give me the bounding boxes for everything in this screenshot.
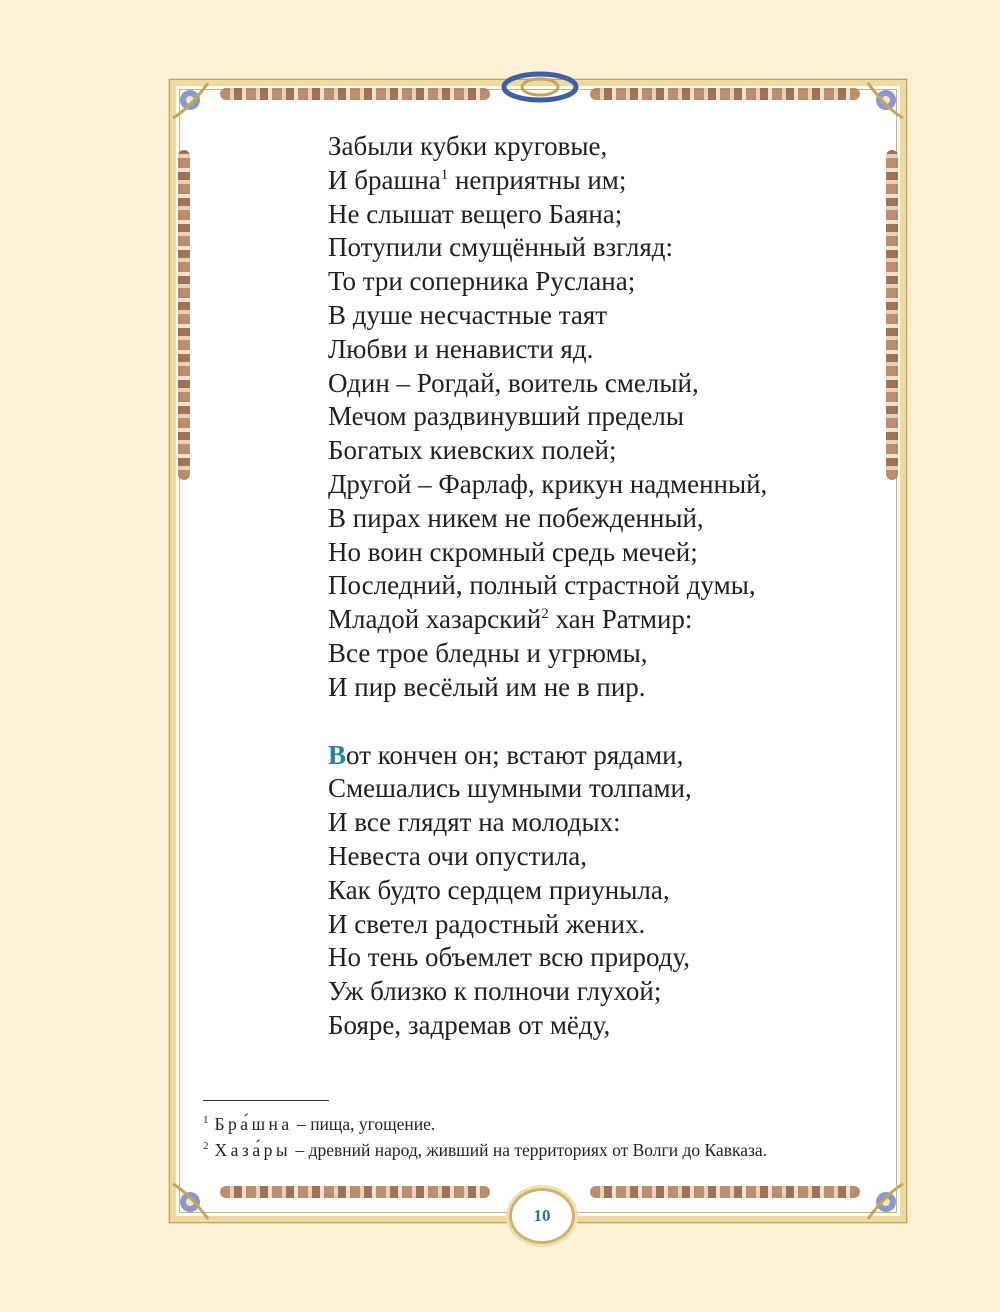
chain-border-bottom-right xyxy=(590,1186,860,1198)
chain-border-top-right xyxy=(590,88,860,100)
poem-line: Все трое бледны и угрюмы, xyxy=(328,637,648,668)
poem-line: Любви и ненависти яд. xyxy=(328,333,594,364)
poem-line: То три соперника Руслана; xyxy=(328,266,636,297)
corner-flower-icon xyxy=(168,1164,228,1224)
chain-border-bottom-left xyxy=(220,1186,490,1198)
poem-line: Бояре, задремав от мёду, xyxy=(328,1009,611,1040)
stanza-2 xyxy=(328,739,888,1043)
poem-text xyxy=(328,130,888,1077)
stanza-1 xyxy=(328,130,888,705)
poem-line: Невеста очи опустила, xyxy=(328,840,588,871)
page-number: 10 xyxy=(533,1206,551,1225)
poem-line: Уж близко к полночи глухой; xyxy=(328,976,662,1007)
chain-border-left xyxy=(178,150,190,480)
poem-line: И пир весёлый им не в пир. xyxy=(328,671,646,702)
footnotes xyxy=(203,1107,767,1159)
poem-line: Один – Рогдай, воитель смелый, xyxy=(328,367,699,398)
poem-line: Младой хазарский$^2$ хан Ратмир: xyxy=(328,604,693,635)
poem-line: Не слышат вещего Баяна; xyxy=(328,198,623,229)
page-number-badge xyxy=(509,1188,575,1244)
poem-line: И светел радостный жених. xyxy=(328,908,646,939)
poem-line: Но тень объемлет всю природу, xyxy=(328,942,691,973)
footnote: $^2$ Хаза́ры – древний народ, живший на территориях от Волги до Кавказа. xyxy=(203,1140,768,1160)
poem-line: Как будто сердцем приуныла, xyxy=(328,874,670,905)
poem-line: Потупили смущённый взгляд: xyxy=(328,232,673,263)
poem-line: В пирах никем не побежденный, xyxy=(328,502,704,533)
poem-line: Забыли кубки круговые, xyxy=(328,131,608,161)
chain-border-top-left xyxy=(220,88,490,100)
poem-line: Но воин скромный средь мечей; xyxy=(328,536,698,567)
poem-line: Последний, полный страстной думы, xyxy=(328,570,756,601)
poem-line: Вот кончен он; встают рядами, xyxy=(328,739,684,770)
poem-line: В душе несчастные таят xyxy=(328,299,608,330)
drop-cap: В xyxy=(328,739,347,770)
poem-line: И брашна$^1$ неприятны им; xyxy=(328,164,627,195)
poem-line: Мечом раздвинувший пределы xyxy=(328,401,685,432)
poem-line: Богатых киевских полей; xyxy=(328,435,617,466)
footnote: $^1$ Бра́шна – пища, угощение. xyxy=(203,1114,436,1134)
poem-line: И все глядят на молодых: xyxy=(328,807,621,838)
footnote-rule xyxy=(203,1100,329,1101)
corner-flower-icon xyxy=(168,78,228,138)
poem-line: Другой – Фарлаф, крикун надменный, xyxy=(328,468,768,499)
footnote-marker: 2 xyxy=(541,606,549,623)
footnote-marker: 1 xyxy=(440,166,449,183)
corner-flower-icon xyxy=(848,78,908,138)
knot-ornament-icon xyxy=(500,70,580,104)
poem-line: Смешались шумными толпами, xyxy=(328,773,692,804)
corner-flower-icon xyxy=(848,1164,908,1224)
